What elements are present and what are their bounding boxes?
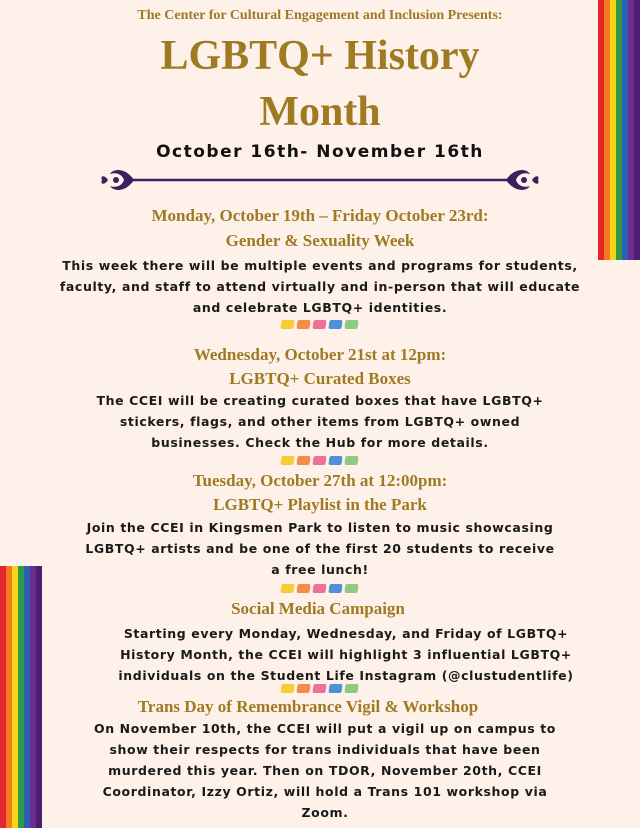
event-5-body: On November 10th, the CCEI will put a vigil up on campus to show their respects for trans individuals that have been murdered this year. Then on TDOR, November 20th, CCEI Coordinator, Izzy Ortiz, will hold a Trans 101 workshop via Zoom. bbox=[93, 721, 556, 820]
event-3-heading-title: LGBTQ+ Playlist in the Park bbox=[213, 495, 427, 514]
date-range: October 16th- November 16th bbox=[156, 142, 484, 162]
event-3-body: Join the CCEI in Kingsmen Park to listen to music showcasing LGBTQ+ artists and be one of the first 20 students to receive a free lunch! bbox=[85, 520, 555, 577]
event-5-heading: Trans Day of Remembrance Vigil & Workshop bbox=[137, 697, 479, 716]
color-swatch-divider bbox=[281, 456, 361, 466]
event-2-heading-title: LGBTQ+ Curated Boxes bbox=[229, 369, 411, 388]
event-4-body: Starting every Monday, Wednesday, and Friday of LGBTQ+ History Month, the CCEI will highlight 3 influential LGBTQ+ individuals on the Student Life Instagram (@clustudentlife) bbox=[118, 626, 574, 683]
fleur-left-icon bbox=[101, 170, 134, 190]
event-4-heading: Social Media Campaign bbox=[231, 599, 405, 618]
event-1-heading-date: Monday, October 19th – Friday October 23rd: bbox=[151, 206, 489, 225]
presenter-line: The Center for Cultural Engagement and Inclusion Presents: bbox=[137, 8, 503, 23]
title-line-2: Month bbox=[259, 89, 381, 135]
event-2-heading-date: Wednesday, October 21st at 12pm: bbox=[193, 345, 447, 364]
color-swatch-divider bbox=[281, 684, 361, 694]
event-1-heading-title: Gender & Sexuality Week bbox=[225, 231, 415, 250]
event-2-body: The CCEI will be creating curated boxes that have LGBTQ+ stickers, flags, and other items from LGBTQ+ owned businesses. Check the Hub for more details. bbox=[96, 393, 544, 450]
title-line-1: LGBTQ+ History bbox=[160, 33, 480, 79]
color-swatch-divider bbox=[281, 584, 361, 594]
color-swatch-divider bbox=[281, 320, 361, 330]
page-title bbox=[0, 28, 640, 140]
ornamental-divider bbox=[100, 160, 540, 200]
event-3-heading-date: Tuesday, October 27th at 12:00pm: bbox=[192, 471, 448, 490]
event-1-body: This week there will be multiple events and programs for students, faculty, and staff to attend virtually and in-person that will educate and celebrate LGBTQ+ identities. bbox=[59, 258, 581, 315]
fleur-right-icon bbox=[506, 170, 539, 190]
